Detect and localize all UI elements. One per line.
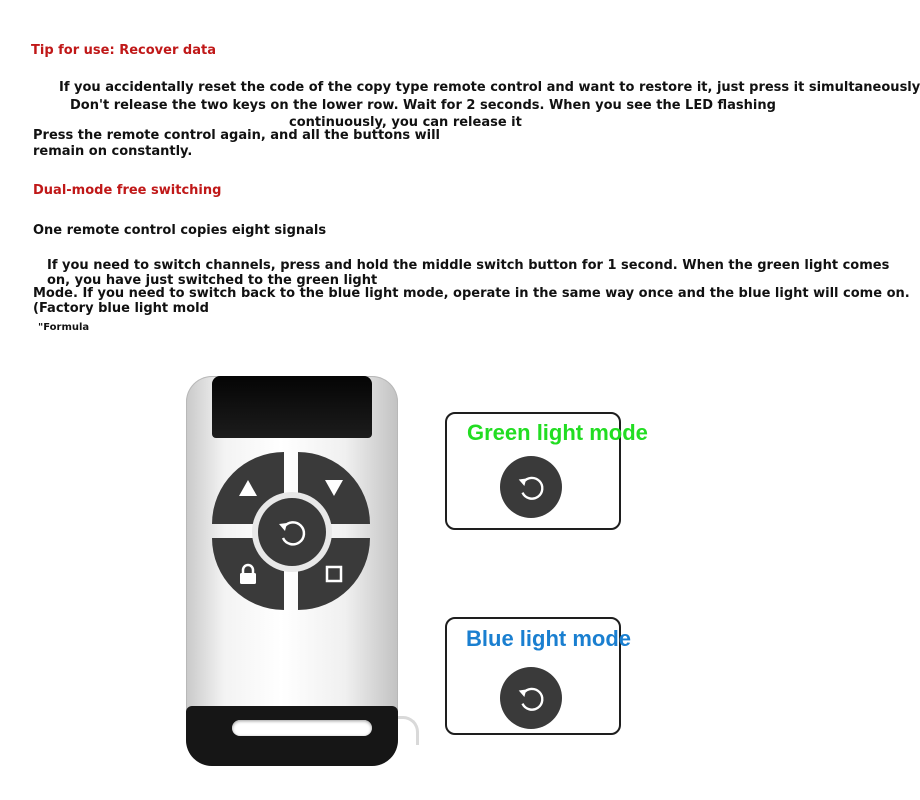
recover-line-2: Don't release the two keys on the lower row. Wait for 2 seconds. When you see the LED flashing	[70, 98, 776, 113]
green-mode-title: Green light mode	[467, 420, 648, 445]
recover-line-3: continuously, you can release it	[289, 115, 522, 130]
dual-heading: Dual-mode free switching	[33, 183, 222, 198]
dual-line-2: on, you have just switched to the green light	[47, 273, 378, 288]
stop-square-icon	[326, 566, 342, 582]
lock-icon	[239, 564, 257, 584]
cycle-switch-icon	[514, 681, 548, 715]
blue-mode-button	[500, 667, 562, 729]
blue-mode-title: Blue light mode	[466, 626, 631, 651]
remote-top-panel	[212, 376, 372, 438]
remote-control	[186, 376, 416, 786]
recover-heading: Tip for use: Recover data	[31, 43, 216, 58]
dual-line-3: Mode. If you need to switch back to the blue light mode, operate in the same way once and the blue light will come on.	[33, 286, 910, 301]
cycle-switch-icon	[274, 514, 310, 550]
keyring-slot	[232, 720, 372, 736]
recover-line-4: Press the remote control again, and all the buttons will	[33, 128, 440, 143]
switch-key	[258, 498, 326, 566]
remote-bottom-cap	[186, 706, 398, 766]
recover-line-1: If you accidentally reset the code of the copy type remote control and want to restore it, just press it simultaneously	[59, 80, 920, 95]
remote-keypad	[212, 452, 372, 612]
green-mode-button	[500, 456, 562, 518]
down-arrow-icon	[324, 479, 344, 497]
cycle-switch-icon	[514, 470, 548, 504]
dual-subtitle: One remote control copies eight signals	[33, 223, 327, 238]
dual-line-1: If you need to switch channels, press and hold the middle switch button for 1 second. When the green light comes	[47, 258, 890, 273]
up-arrow-icon	[238, 479, 258, 497]
dual-line-5: "Formula	[38, 322, 90, 333]
recover-line-5: remain on constantly.	[33, 144, 193, 159]
dual-line-4: (Factory blue light mold	[33, 301, 209, 316]
